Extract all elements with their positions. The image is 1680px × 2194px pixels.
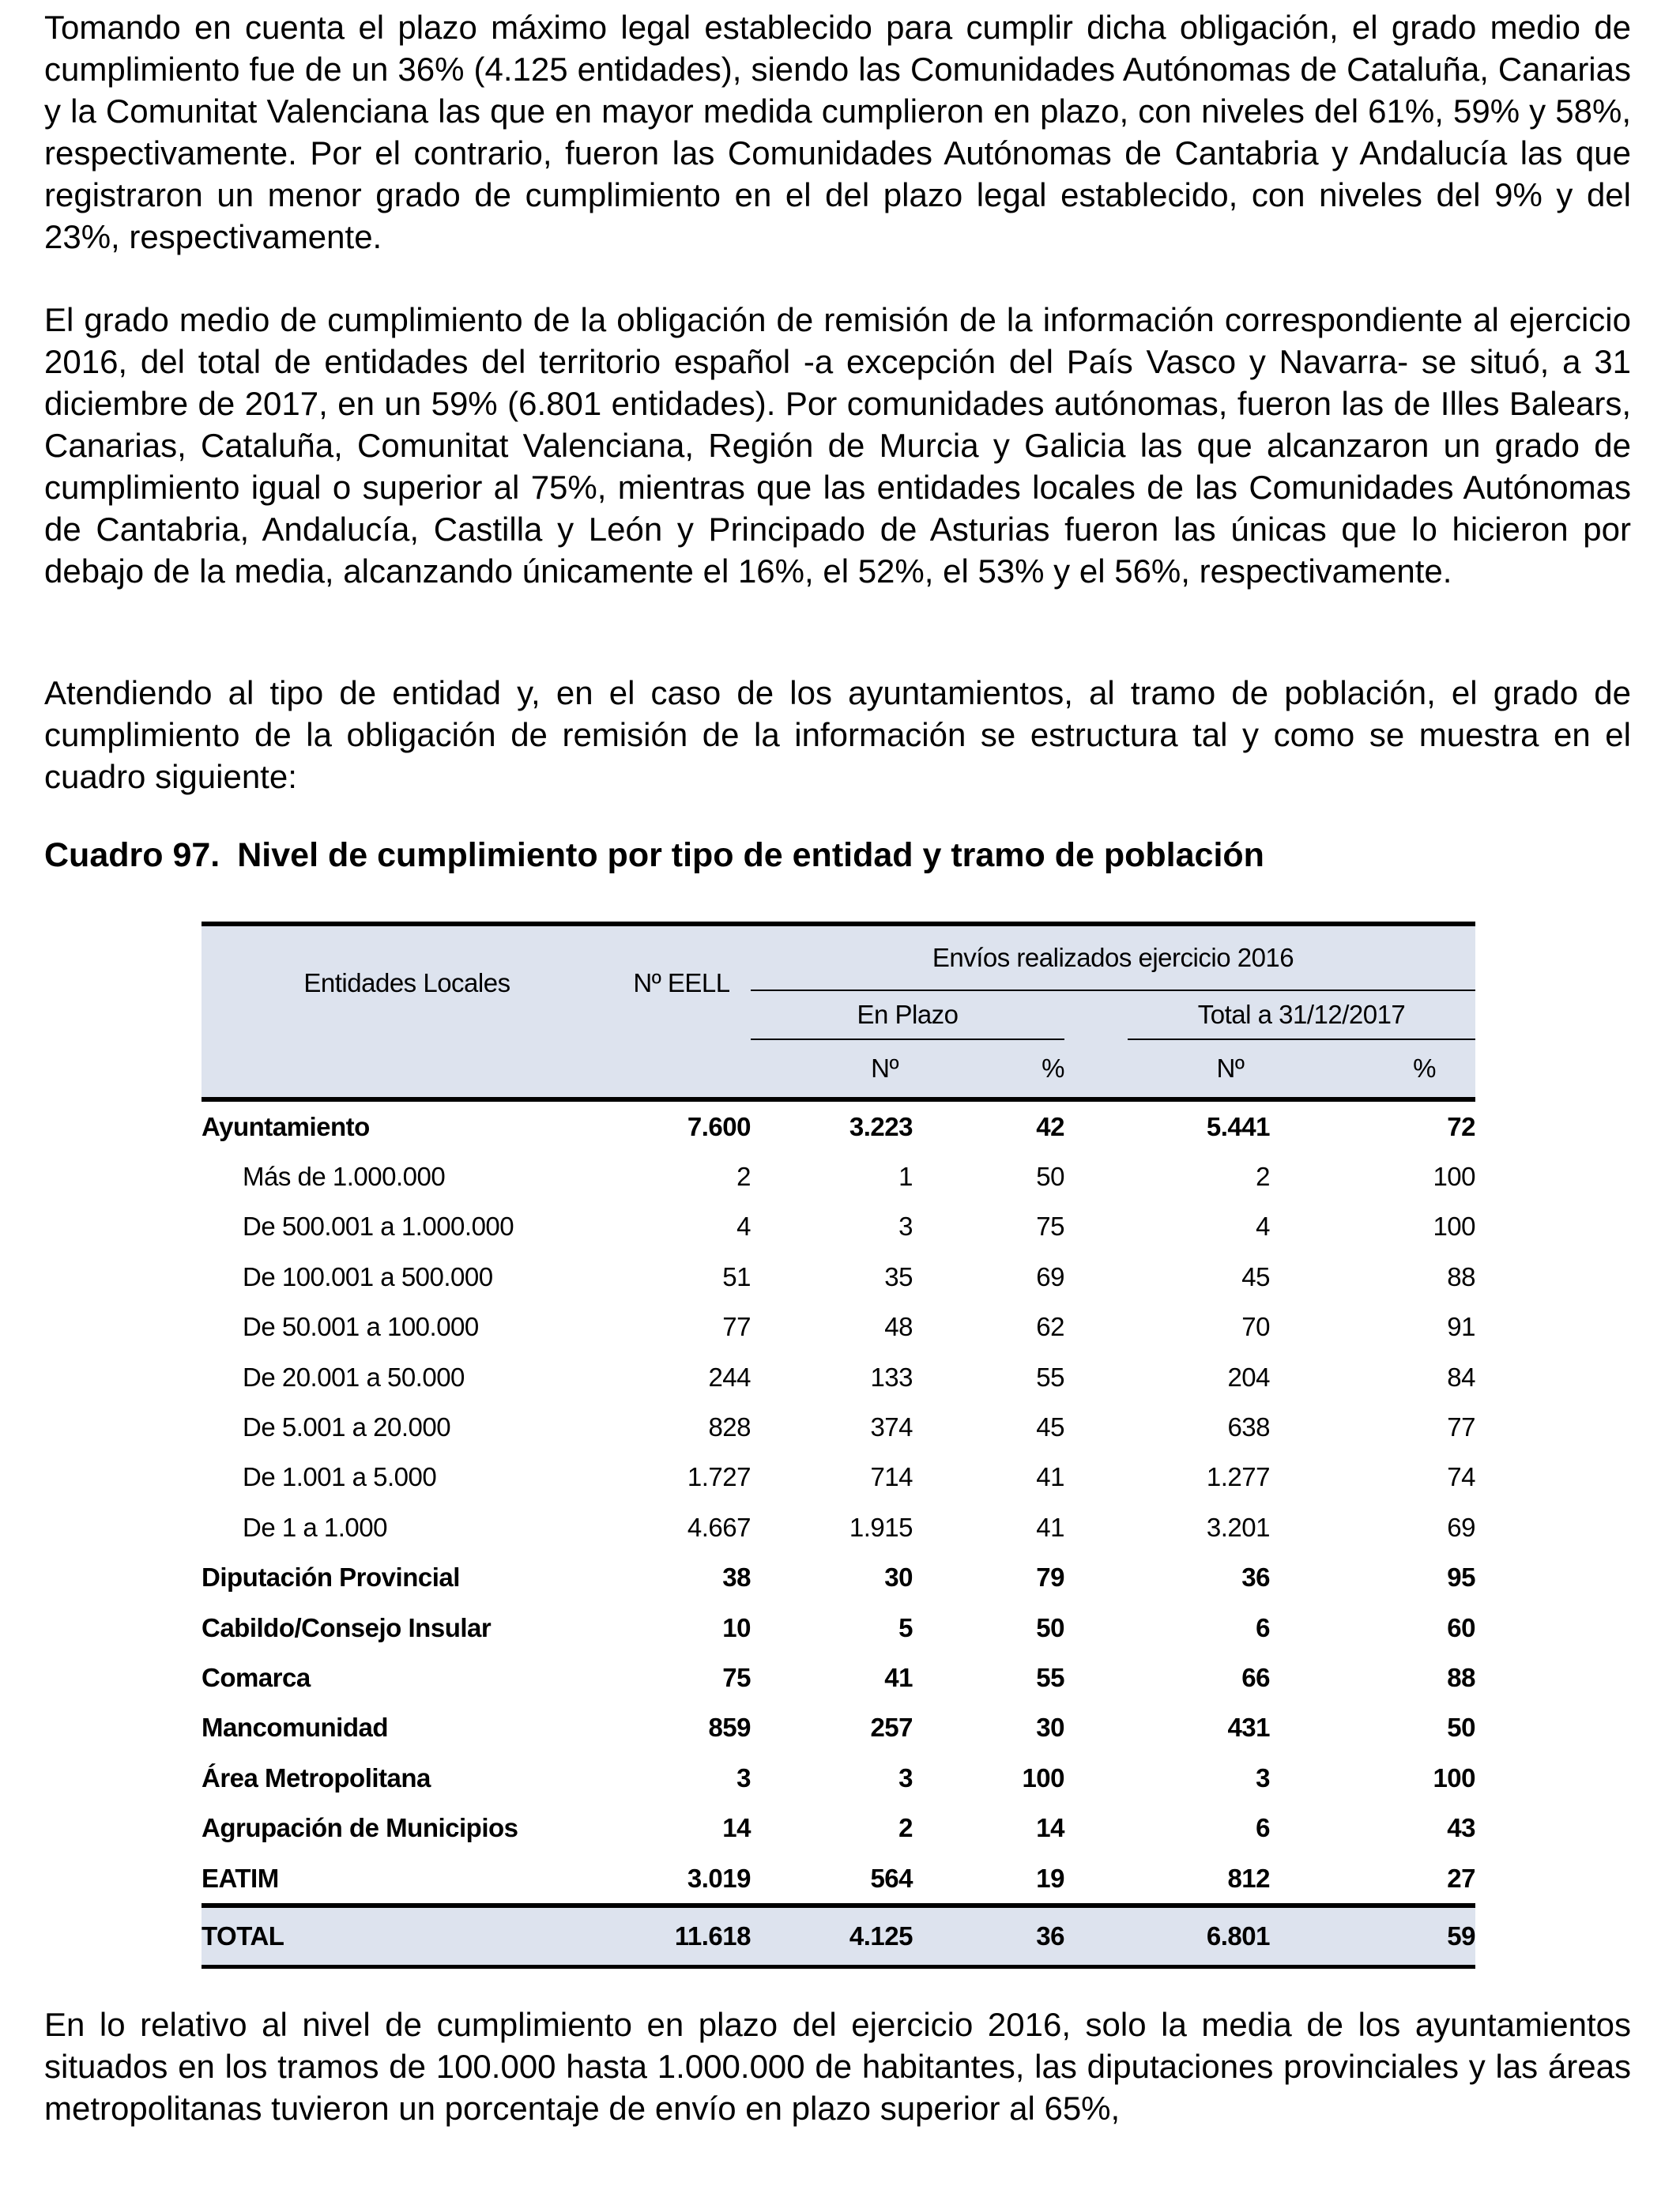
row-total-p: 77: [1447, 1412, 1475, 1442]
row-gap: [1064, 1603, 1128, 1653]
table-container: [202, 922, 1475, 1969]
table-row: [202, 1753, 1475, 1803]
row-plazo-p: 19: [1036, 1863, 1064, 1893]
row-label: Área Metropolitana: [202, 1762, 431, 1793]
table-row: [202, 1152, 1475, 1201]
row-plazo-n: 3: [898, 1212, 913, 1242]
row-total-p: 27: [1447, 1863, 1475, 1893]
paragraph-3: Atendiendo al tipo de entidad y, en el caso de los ayuntamientos, al tramo de población, el grado de cumplimiento de la obligación de remisión de la información se estructura tal y como se muestra en el cuadro siguiente:: [44, 674, 1631, 795]
row-total-p: 60: [1447, 1612, 1475, 1642]
row-label: Comarca: [202, 1662, 311, 1692]
row-plazo-p: 45: [1036, 1412, 1064, 1442]
total-eell: 11.618: [612, 1906, 751, 1967]
row-plazo-p: 55: [1036, 1362, 1064, 1392]
row-plazo-p: 69: [1036, 1261, 1064, 1291]
row-gap: [1064, 1502, 1128, 1552]
table-row: [202, 1252, 1475, 1302]
row-plazo-p: 41: [1036, 1462, 1064, 1492]
total-total-n: 6.801: [1128, 1906, 1270, 1967]
row-gap: [1064, 1252, 1128, 1302]
table-row: [202, 1703, 1475, 1753]
table-row: [202, 1553, 1475, 1603]
total-gap: [1064, 1906, 1128, 1967]
row-total-n: 45: [1241, 1261, 1270, 1291]
row-eell: 14: [722, 1813, 751, 1843]
row-total-p: 95: [1447, 1563, 1475, 1593]
row-total-n: 431: [1227, 1713, 1270, 1743]
row-plazo-p: 50: [1036, 1162, 1064, 1192]
row-gap: [1064, 1653, 1128, 1702]
row-eell: 38: [722, 1563, 751, 1593]
header-envios: Envíos realizados ejercicio 2016: [751, 924, 1475, 990]
total-row: [202, 1906, 1475, 1967]
row-eell: 244: [708, 1362, 751, 1392]
row-total-p: 72: [1447, 1111, 1475, 1141]
row-label: De 50.001 a 100.000: [243, 1312, 479, 1342]
row-label: De 100.001 a 500.000: [243, 1261, 493, 1291]
row-total-p: 84: [1447, 1362, 1475, 1392]
row-total-n: 5.441: [1206, 1111, 1270, 1141]
row-eell: 1.727: [687, 1462, 751, 1492]
row-plazo-n: 41: [884, 1662, 913, 1692]
row-plazo-p: 55: [1036, 1662, 1064, 1692]
compliance-table: [202, 922, 1475, 1969]
row-eell: 51: [722, 1261, 751, 1291]
row-plazo-n: 1: [898, 1162, 913, 1192]
row-plazo-p: 100: [1022, 1762, 1064, 1793]
row-total-n: 4: [1256, 1212, 1270, 1242]
header-n2: Nº: [1128, 1039, 1270, 1099]
row-gap: [1064, 1099, 1128, 1152]
row-total-p: 100: [1433, 1762, 1475, 1793]
row-total-n: 6: [1256, 1813, 1270, 1843]
row-total-n: 3.201: [1206, 1512, 1270, 1542]
total-total-p: 59: [1270, 1906, 1475, 1967]
row-eell: 10: [722, 1612, 751, 1642]
row-plazo-n: 133: [870, 1362, 913, 1392]
paragraph-2: El grado medio de cumplimiento de la obligación de remisión de la información correspondiente al ejercicio 2016, del total de entidades del territorio español -a excepción del País Vasco y Navarra- se situó, a 31 diciembre de 2017, en un 59% (6.801 entidades). Por comunidades autónomas, fueron las de Illes Balears, Canarias, Cataluña, Comunitat Valenciana, Región de Murcia y Galicia las que alcanzaron un grado de cumplimiento igual o superior al 75%, mientras que las entidades locales de las Comunidades Autónomas de Cantabria, Andalucía, Castilla y León y Principado de Asturias fueron las únicas que lo hicieron por debajo de la media, alcanzando únicamente el 16%, el 52%, el 53% y el 56%, respectivamente.: [44, 301, 1631, 590]
row-label: De 500.001 a 1.000.000: [243, 1212, 514, 1242]
row-total-p: 100: [1433, 1212, 1475, 1242]
row-plazo-n: 374: [870, 1412, 913, 1442]
row-eell: 859: [708, 1713, 751, 1743]
header-en-plazo: En Plazo: [751, 990, 1064, 1039]
table-row: [202, 1352, 1475, 1402]
header-entidades: Entidades Locales: [202, 924, 612, 1039]
caption-title: Nivel de cumplimiento por tipo de entidad y tramo de población: [237, 836, 1264, 874]
row-plazo-p: 42: [1036, 1111, 1064, 1141]
row-plazo-p: 79: [1036, 1563, 1064, 1593]
row-label: Diputación Provincial: [202, 1563, 460, 1593]
row-label: De 20.001 a 50.000: [243, 1362, 465, 1392]
table-row: [202, 1603, 1475, 1653]
row-total-p: 88: [1447, 1662, 1475, 1692]
table-row: [202, 1653, 1475, 1702]
row-total-n: 812: [1227, 1863, 1270, 1893]
row-label: Cabildo/Consejo Insular: [202, 1612, 492, 1642]
total-label: TOTAL: [202, 1906, 612, 1967]
caption-number: Cuadro 97.: [44, 836, 220, 874]
row-gap: [1064, 1402, 1128, 1452]
row-plazo-n: 35: [884, 1261, 913, 1291]
row-plazo-n: 1.915: [849, 1512, 913, 1542]
row-plazo-n: 564: [870, 1863, 913, 1893]
row-gap: [1064, 1453, 1128, 1502]
row-total-p: 74: [1447, 1462, 1475, 1492]
header-n1: Nº: [751, 1039, 913, 1099]
row-eell: 828: [708, 1412, 751, 1442]
paragraph-4: En lo relativo al nivel de cumplimiento en plazo del ejercicio 2016, solo la media de los ayuntamientos situados en los tramos de 100.000 hasta 1.000.000 de habitantes, las diputaciones provinciales y las áreas metropolitanas tuvieron un porcentaje de envío en plazo superior al 65%,: [44, 2006, 1631, 2127]
row-plazo-n: 2: [898, 1813, 913, 1843]
row-plazo-p: 50: [1036, 1612, 1064, 1642]
header-blank-2: [612, 1039, 751, 1099]
row-eell: 4: [736, 1212, 751, 1242]
row-plazo-n: 257: [870, 1713, 913, 1743]
row-plazo-n: 714: [870, 1462, 913, 1492]
row-total-p: 100: [1433, 1162, 1475, 1192]
row-eell: 75: [722, 1662, 751, 1692]
table-row: [202, 1302, 1475, 1352]
header-total-fecha: Total a 31/12/2017: [1128, 990, 1475, 1039]
row-plazo-p: 14: [1036, 1813, 1064, 1843]
row-total-p: 91: [1447, 1312, 1475, 1342]
row-eell: 3: [736, 1762, 751, 1793]
row-eell: 3.019: [687, 1863, 751, 1893]
row-label: Agrupación de Municipios: [202, 1813, 518, 1843]
row-total-p: 43: [1447, 1813, 1475, 1843]
row-label: De 1 a 1.000: [243, 1512, 387, 1542]
row-plazo-n: 5: [898, 1612, 913, 1642]
total-plazo-p: 36: [913, 1906, 1064, 1967]
row-plazo-n: 3.223: [849, 1111, 913, 1141]
row-total-n: 36: [1241, 1563, 1270, 1593]
table-row: [202, 1202, 1475, 1252]
table-body: [202, 1099, 1475, 1906]
table-row: [202, 1803, 1475, 1853]
row-label: De 1.001 a 5.000: [243, 1462, 437, 1492]
header-gap: [1064, 990, 1128, 1039]
header-neell: Nº EELL: [612, 924, 751, 1039]
row-plazo-p: 75: [1036, 1212, 1064, 1242]
row-label: Mancomunidad: [202, 1713, 389, 1743]
row-total-n: 6: [1256, 1612, 1270, 1642]
row-total-p: 88: [1447, 1261, 1475, 1291]
header-blank-1: [202, 1039, 612, 1099]
row-eell: 7.600: [687, 1111, 751, 1141]
total-plazo-n: 4.125: [751, 1906, 913, 1967]
row-gap: [1064, 1152, 1128, 1201]
header-p1: %: [913, 1039, 1064, 1099]
table-row: [202, 1099, 1475, 1152]
row-total-n: 70: [1241, 1312, 1270, 1342]
paragraph-1: Tomando en cuenta el plazo máximo legal establecido para cumplir dicha obligación, el grado medio de cumplimiento fue de un 36% (4.125 entidades), siendo las Comunidades Autónomas de Cataluña, Canarias y la Comunitat Valenciana las que en mayor medida cumplieron en plazo, con niveles del 61%, 59% y 58%, respectivamente. Por el contrario, fueron las Comunidades Autónomas de Cantabria y Andalucía las que registraron un menor grado de cumplimiento en el del plazo legal establecido, con niveles del 9% y del 23%, respectivamente.: [44, 9, 1631, 255]
row-label: Más de 1.000.000: [243, 1162, 446, 1192]
row-label: EATIM: [202, 1863, 279, 1893]
row-plazo-n: 48: [884, 1312, 913, 1342]
row-total-n: 204: [1227, 1362, 1270, 1392]
table-row: [202, 1502, 1475, 1552]
row-total-p: 69: [1447, 1512, 1475, 1542]
row-plazo-n: 30: [884, 1563, 913, 1593]
row-total-p: 50: [1447, 1713, 1475, 1743]
table-caption: [44, 836, 1264, 875]
row-plazo-p: 41: [1036, 1512, 1064, 1542]
row-gap: [1064, 1853, 1128, 1906]
header-p2: %: [1270, 1039, 1475, 1099]
table-row: [202, 1402, 1475, 1452]
row-eell: 77: [722, 1312, 751, 1342]
row-gap: [1064, 1803, 1128, 1853]
row-total-n: 1.277: [1206, 1462, 1270, 1492]
row-gap: [1064, 1753, 1128, 1803]
row-total-n: 3: [1256, 1762, 1270, 1793]
row-total-n: 638: [1227, 1412, 1270, 1442]
row-label: Ayuntamiento: [202, 1111, 370, 1141]
row-gap: [1064, 1703, 1128, 1753]
header-blank-3: [1064, 1039, 1128, 1099]
row-gap: [1064, 1553, 1128, 1603]
row-eell: 2: [736, 1162, 751, 1192]
row-plazo-p: 30: [1036, 1713, 1064, 1743]
row-gap: [1064, 1202, 1128, 1252]
row-plazo-p: 62: [1036, 1312, 1064, 1342]
row-gap: [1064, 1352, 1128, 1402]
row-gap: [1064, 1302, 1128, 1352]
row-eell: 4.667: [687, 1512, 751, 1542]
row-total-n: 2: [1256, 1162, 1270, 1192]
row-plazo-n: 3: [898, 1762, 913, 1793]
table-row: [202, 1853, 1475, 1906]
table-row: [202, 1453, 1475, 1502]
row-total-n: 66: [1241, 1662, 1270, 1692]
row-label: De 5.001 a 20.000: [243, 1412, 451, 1442]
